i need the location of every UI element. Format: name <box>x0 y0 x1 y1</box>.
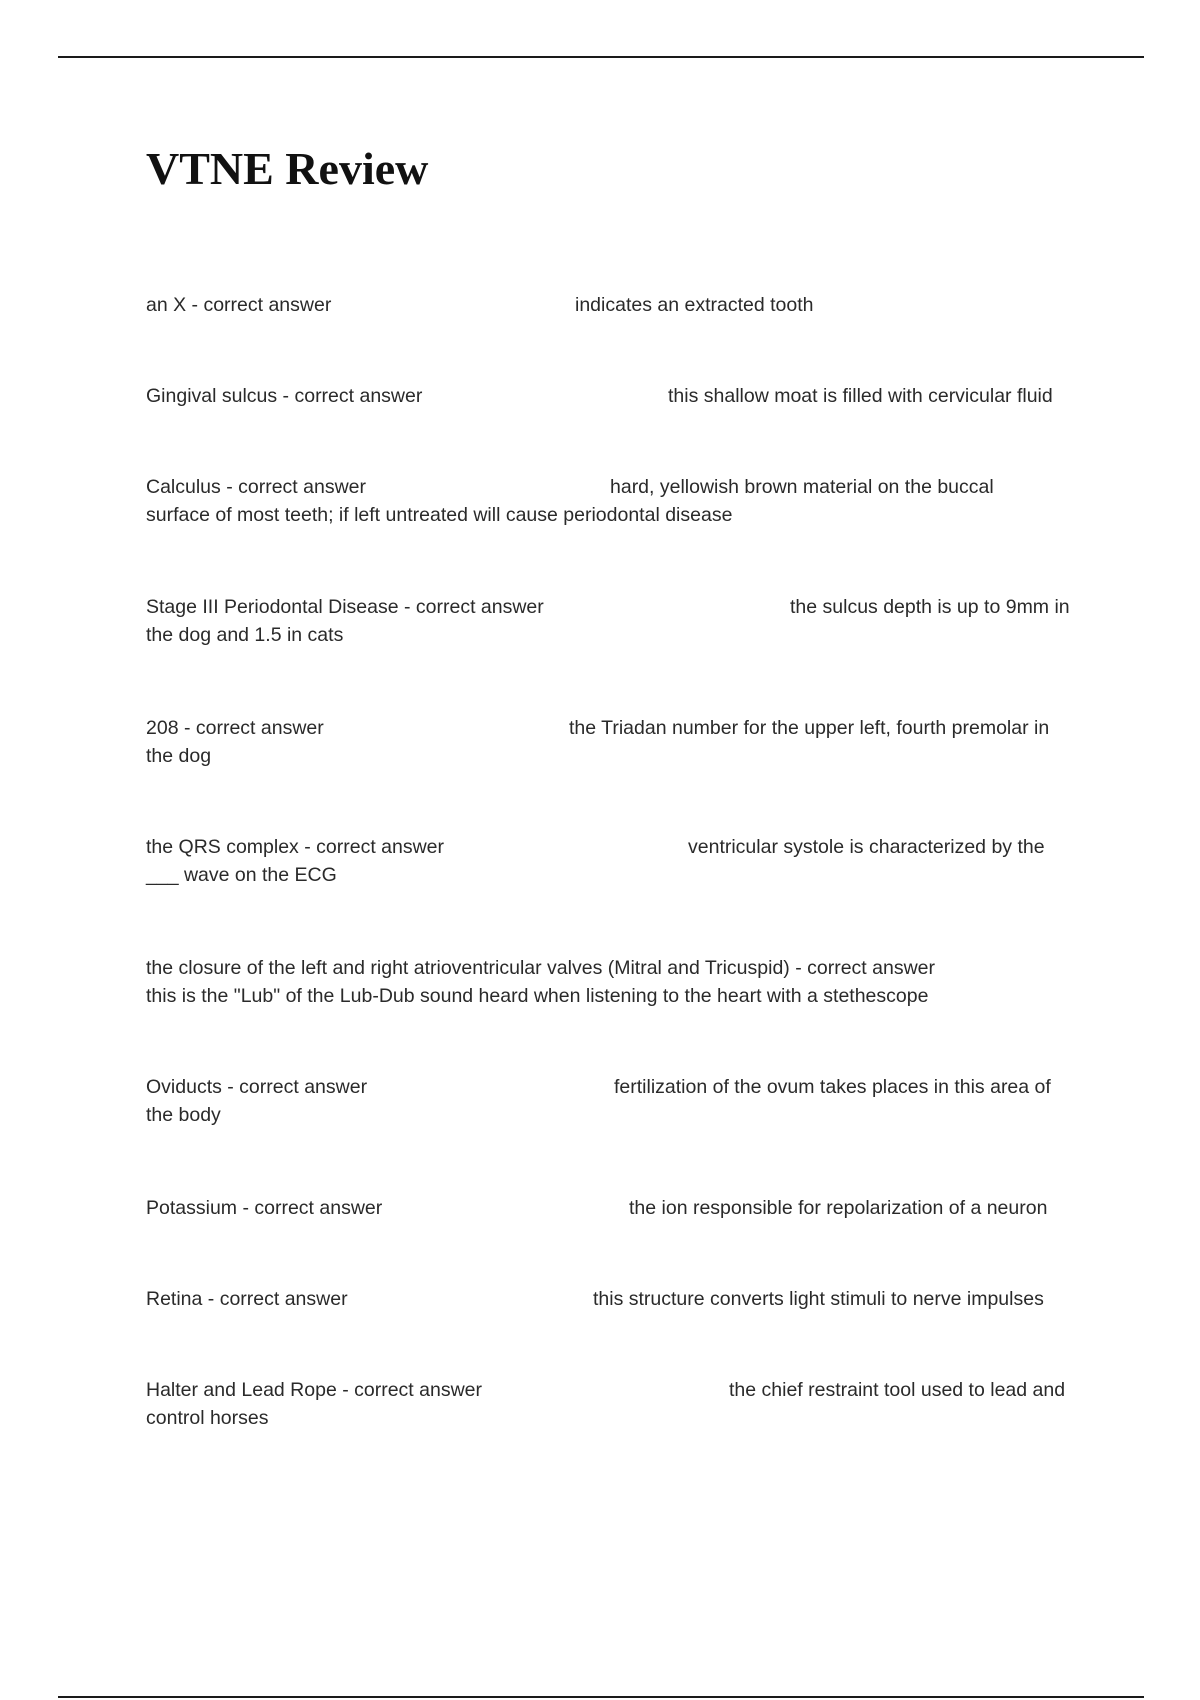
entry-term: Gingival sulcus - correct answer <box>146 385 423 407</box>
entry-definition-continued: this is the "Lub" of the Lub-Dub sound heard when listening to the heart with a stethescope <box>146 985 929 1007</box>
flashcard-entry <box>146 473 1091 529</box>
entry-definition: the ion responsible for repolarization of a neuron <box>629 1197 1048 1219</box>
entry-definition: this structure converts light stimuli to nerve impulses <box>593 1288 1044 1310</box>
entry-term: an X - correct answer <box>146 294 332 316</box>
entry-term: the closure of the left and right atrioventricular valves (Mitral and Tricuspid) - correct answer <box>146 957 935 979</box>
entry-term: Retina - correct answer <box>146 1288 348 1310</box>
bottom-rule <box>58 1696 1144 1698</box>
entry-definition: the sulcus depth is up to 9mm in <box>790 596 1070 618</box>
entry-term: Oviducts - correct answer <box>146 1076 368 1098</box>
entry-definition-continued: the dog and 1.5 in cats <box>146 624 344 646</box>
flashcard-entry <box>146 1073 1091 1129</box>
flashcard-entry <box>146 954 1091 1010</box>
flashcard-entry <box>146 833 1091 889</box>
entry-term: Calculus - correct answer <box>146 476 366 498</box>
entry-term: Potassium - correct answer <box>146 1197 383 1219</box>
entry-definition-continued: ___ wave on the ECG <box>146 864 337 886</box>
entry-term: 208 - correct answer <box>146 717 324 739</box>
entry-definition: this shallow moat is filled with cervicular fluid <box>668 385 1053 407</box>
entry-definition: ventricular systole is characterized by the <box>688 836 1045 858</box>
entry-definition: the Triadan number for the upper left, fourth premolar in <box>569 717 1050 739</box>
flashcard-entry <box>146 382 1091 410</box>
entry-term: Halter and Lead Rope - correct answer <box>146 1379 483 1401</box>
entry-definition: hard, yellowish brown material on the buccal <box>610 476 994 498</box>
page-title: VTNE Review <box>146 143 429 194</box>
entry-definition: indicates an extracted tooth <box>575 294 814 316</box>
entry-definition-continued: the dog <box>146 745 212 767</box>
entry-definition-continued: surface of most teeth; if left untreated will cause periodontal disease <box>146 504 733 526</box>
flashcard-entry <box>146 1194 1091 1222</box>
entry-definition-continued: the body <box>146 1104 221 1126</box>
entry-definition-continued: control horses <box>146 1407 269 1429</box>
entry-definition: fertilization of the ovum takes places in this area of <box>614 1076 1051 1098</box>
flashcard-entry <box>146 291 1091 319</box>
flashcard-entry <box>146 1285 1091 1313</box>
flashcard-entry <box>146 593 1091 649</box>
entry-term: Stage III Periodontal Disease - correct answer <box>146 596 544 618</box>
flashcard-entry <box>146 714 1091 770</box>
entry-term: the QRS complex - correct answer <box>146 836 445 858</box>
flashcard-entry <box>146 1376 1091 1432</box>
entry-definition: the chief restraint tool used to lead and <box>729 1379 1066 1401</box>
top-rule <box>58 56 1144 58</box>
